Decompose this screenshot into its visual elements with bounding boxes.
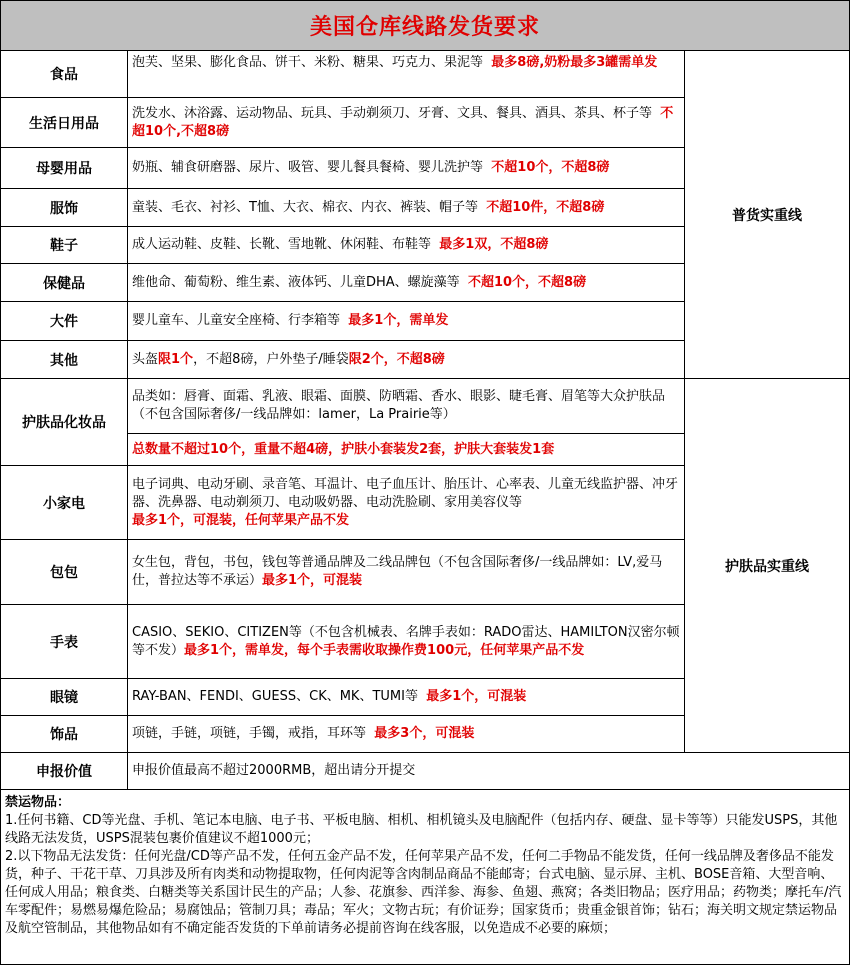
- row-items: 女生包，背包，书包，钱包等普通品牌及二线品牌包（不包含国际奢侈/一线品牌如：LV,爱马仕，普拉达等不承运）: [132, 555, 663, 588]
- row-items: 婴儿童车、儿童安全座椅、行李箱等: [132, 313, 341, 328]
- category-shoes: 鞋子: [1, 227, 128, 264]
- row-items: 维他命、葡萄粉、维生素、液体钙、儿童DHA、螺旋藻等: [132, 274, 460, 290]
- category-health: 保健品: [1, 264, 128, 302]
- row-items: RAY-BAN、FENDI、GUESS、CK、MK、TUMI等: [132, 689, 418, 704]
- row-limit: 最多8磅,奶粉最多3罐需单发: [491, 55, 658, 70]
- category-other: 其他: [1, 341, 128, 379]
- category-glasses: 眼镜: [1, 679, 128, 716]
- row-limit: 最多1个，可混装: [426, 689, 527, 704]
- row-appliance-content: [128, 466, 685, 540]
- category-food: 食品: [1, 51, 128, 98]
- row-items: 童装、毛衣、衬衫、T恤、大衣、棉衣、内衣、裤装、帽子等: [132, 199, 478, 215]
- prohibited-line-2: 2.以下物品无法发货：任何光盘/CD等产品不发，任何五金产品不发，任何苹果产品不发，任何二手物品不能发货，任何一线品牌及奢侈品不能发货，种子、干花干草、刀具涉及所有肉类和动物提取物，任何肉泥等含肉制品商品不能邮寄；台式电脑、显示屏、主机、BOSE音箱、大型音响、任何成人用品；粮食类、白糖类等关系国计民生的产品；人参、花旗参、西洋参、海参、鱼翅、燕窝；各类旧物品；医疗用品；药物类；摩托车/汽车零配件；易燃易爆危险品；易腐蚀品；管制刀具；毒品；军火；文物古玩；有价证券；国家货币；贵重金银首饰；钻石；海关明文规定禁运物品及航空管制品，其他物品如有不确定能否发货的下单前请务必提前咨询在线客服，以免造成不必要的麻烦；: [5, 849, 842, 936]
- category-daily-goods: 生活日用品: [1, 98, 128, 148]
- category-small-appliance: 小家电: [1, 466, 128, 540]
- prohibited-items: [1, 790, 849, 964]
- row-skincare-limit: [128, 434, 685, 466]
- row-food-content: [128, 51, 685, 98]
- row-limit: 最多1个，需单发: [348, 313, 449, 328]
- row-limit: 不超10个，不超8磅: [467, 274, 587, 290]
- row-items: CASIO、SEKIO、CITIZEN等（不包含机械表、名牌手表如：RADO雷达、HAMILTON汉密尔顿等不发）: [132, 624, 680, 658]
- row-items: ，不超8磅，户外垫子/睡袋: [193, 351, 349, 367]
- category-watches: 手表: [1, 605, 128, 679]
- row-other-content: [128, 341, 685, 379]
- row-skincare-items: [128, 379, 685, 434]
- prohibited-line-1: 1.任何书籍、CD等光盘、手机、笔记本电脑、电子书、平板电脑、相机、相机镜头及电脑配件（包括内存、硬盘、显卡等等）只能发USPS，其他线路无法发货，USPS混装包裹价值建议不超1000元；: [5, 813, 838, 846]
- row-limit: 最多1个，可混装，任何苹果产品不发: [132, 512, 350, 528]
- category-clothing: 服饰: [1, 189, 128, 227]
- category-large: 大件: [1, 302, 128, 341]
- row-watches-content: [128, 605, 685, 679]
- row-limit: 最多1个，需单发，每个手表需收取操作费100元，任何苹果产品不发: [184, 642, 585, 658]
- row-limit: 最多1个，可混装: [262, 573, 363, 588]
- row-limit: 限1个: [158, 351, 194, 367]
- row-limit: 限2个，不超8磅: [348, 351, 445, 367]
- category-skincare: 护肤品化妆品: [1, 379, 128, 466]
- declared-value-text: 申报价值最高不超过2000RMB，超出请分开提交: [132, 763, 416, 778]
- row-limit: 不超10件，不超8磅: [486, 199, 605, 215]
- row-limit: 总数量不超过10个，重量不超4磅，护肤小套装发2套，护肤大套装发1套: [132, 441, 555, 457]
- category-bags: 包包: [1, 540, 128, 605]
- row-items: 头盔: [132, 351, 159, 367]
- row-items: 电子词典、电动牙刷、录音笔、耳温计、电子血压计、胎压计、心率表、儿童无线监护器、冲牙器、洗鼻器、电动剃须刀、电动吸奶器、电动洗脸刷、家用美容仪等: [132, 476, 679, 510]
- row-items: 品类如：唇膏、面霜、乳液、眼霜、面膜、防晒霜、香水、眼影、睫毛膏、眉笔等大众护肤品（不包含国际奢侈/一线品牌如：lamer，La Prairie等）: [132, 389, 666, 422]
- row-accessories-content: [128, 716, 685, 753]
- row-limit: 不超10个,不超8磅: [132, 105, 674, 139]
- category-accessories: 饰品: [1, 716, 128, 753]
- row-shoes-content: [128, 227, 685, 264]
- row-bags-content: [128, 540, 685, 605]
- row-items: 洗发水、沐浴露、运动物品、玩具、手动剃须刀、牙膏、文具、餐具、酒具、茶具、杯子等: [132, 105, 653, 121]
- row-items: 项链，手链，项链，手镯，戒指，耳环等: [132, 726, 367, 741]
- row-limit: 最多3个，可混装: [374, 726, 475, 741]
- row-items: 成人运动鞋、皮鞋、长靴、雪地靴、休闲鞋、布鞋等: [132, 237, 432, 252]
- prohibited-title: 禁运物品：: [5, 795, 71, 810]
- row-clothing-content: [128, 189, 685, 227]
- route-skincare: 护肤品实重线: [685, 379, 849, 753]
- row-glasses-content: [128, 679, 685, 716]
- declared-value-content: [128, 753, 849, 790]
- category-baby: 母婴用品: [1, 148, 128, 189]
- page-title: 美国仓库线路发货要求: [1, 1, 849, 51]
- row-health-content: [128, 264, 685, 302]
- row-limit: 不超10个，不超8磅: [491, 160, 610, 175]
- row-limit: 最多1双，不超8磅: [439, 237, 549, 252]
- row-daily-content: [128, 98, 685, 148]
- route-general: 普货实重线: [685, 51, 849, 379]
- category-declared-value: 申报价值: [1, 753, 128, 790]
- row-items: 泡芙、坚果、膨化食品、饼干、米粉、糖果、巧克力、果泥等: [132, 55, 484, 70]
- row-baby-content: [128, 148, 685, 189]
- row-large-content: [128, 302, 685, 341]
- row-items: 奶瓶、辅食研磨器、尿片、吸管、婴儿餐具餐椅、婴儿洗护等: [132, 160, 484, 175]
